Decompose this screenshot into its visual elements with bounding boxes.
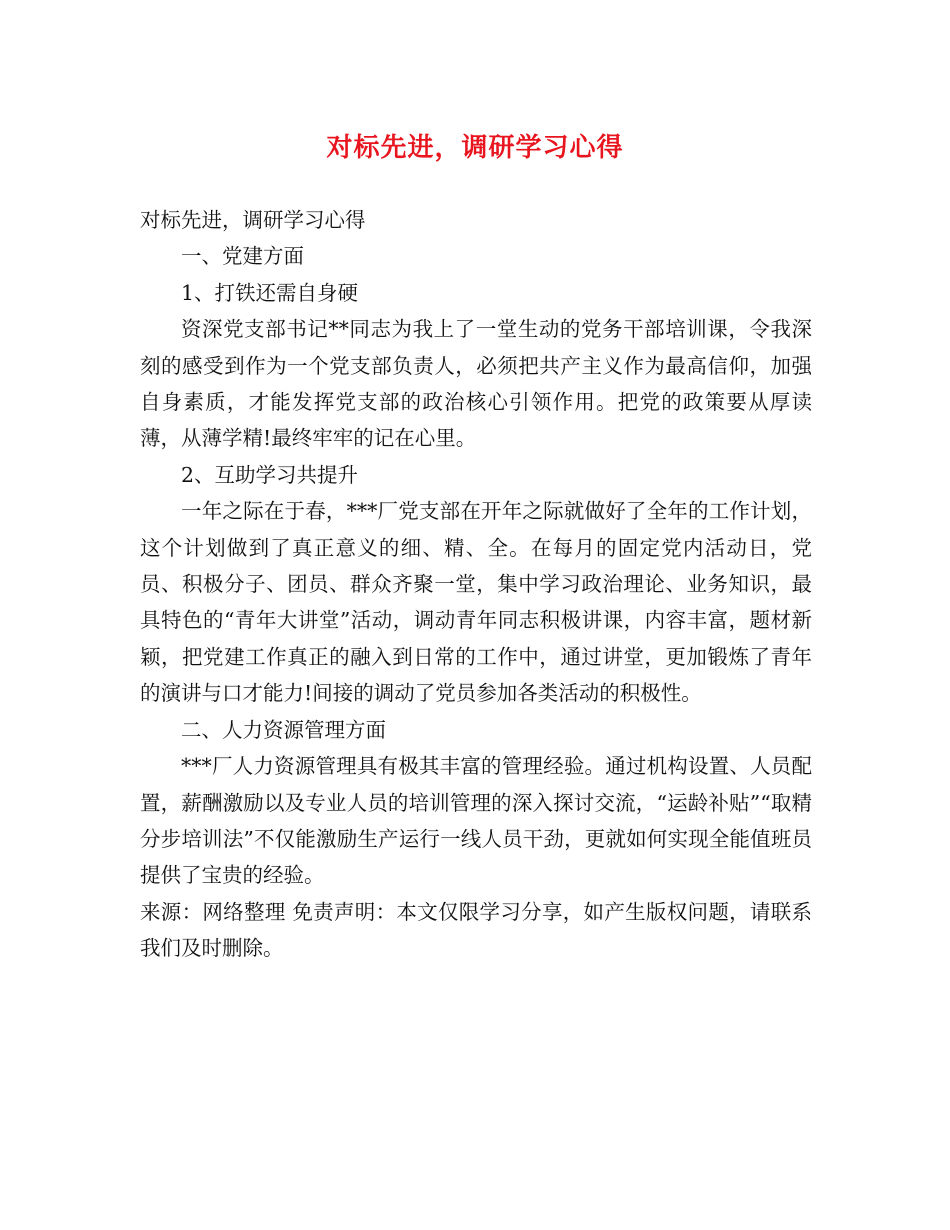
section-heading-hr: 二、人力资源管理方面 (181, 717, 386, 742)
paragraph-party-secretary: 资深党支部书记**同志为我上了一堂生动的党务干部培训课，令我深刻的感受到作为一个党支部负责人，必须把共产主义作为最高信仰，加强自身素质，才能发挥党支部的政治核心引领作用。把党的政策要从厚读薄，从薄学精!最终牢牢的记在心里。 (140, 317, 812, 451)
paragraph-hr-management: ***厂人力资源管理具有极其丰富的管理经验。通过机构设置、人员配置，薪酬激励以及专业人员的培训管理的深入探讨交流，“运龄补贴”“取精分步培训法”不仅能激励生产运行一线人员干劲，更就如何实现全能值班员提供了宝贵的经验。 (140, 754, 812, 888)
source-disclaimer: 来源：网络整理 免责声明：本文仅限学习分享，如产生版权问题，请联系我们及时删除。 (140, 899, 812, 961)
subsection-heading-2: 2、互助学习共提升 (181, 462, 359, 487)
subsection-heading-1: 1、打铁还需自身硬 (181, 280, 359, 305)
document-body (140, 202, 812, 967)
body-heading: 对标先进，调研学习心得 (140, 208, 366, 232)
paragraph-mutual-learning: 一年之际在于春，***厂党支部在开年之际就做好了全年的工作计划，这个计划做到了真正意义的细、精、全。在每月的固定党内活动日，党员、积极分子、团员、群众齐聚一堂，集中学习政治理论、业务知识，最具特色的“青年大讲堂”活动，调动青年同志积极讲课，内容丰富，题材新颖，把党建工作真正的融入到日常的工作中，通过讲堂，更加锻炼了青年的演讲与口才能力!间接的调动了党员参加各类活动的积极性。 (140, 499, 812, 706)
document-title: 对标先进，调研学习心得 (326, 133, 624, 163)
section-heading-party-building: 一、党建方面 (181, 244, 304, 269)
